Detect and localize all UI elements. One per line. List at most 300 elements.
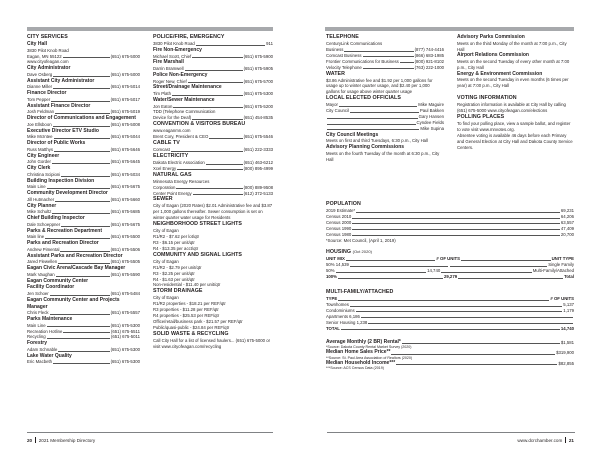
unit-mix: 100% <box>326 274 337 280</box>
entry-heading: Eagan Civic Arena/Cascade Bay Manager <box>27 265 126 272</box>
unit-count: # OF UNITS <box>436 256 461 262</box>
unit-count: 5,137 <box>563 301 574 307</box>
phone: (651) 675-5905 <box>243 66 273 71</box>
stat-value: $82,855 <box>558 360 574 366</box>
leader-dots <box>47 338 110 339</box>
unit-mix: UNIT MIX <box>326 256 345 262</box>
entry-heading: City Hall <box>27 41 48 47</box>
meeting-text: Meets on the fourth Tuesday of the month at 6:30 p.m., City Hall <box>326 150 440 162</box>
phone: (651) 675-5000 <box>110 53 140 59</box>
section-title: ELECTRICITY <box>153 152 189 159</box>
provider: CenturyLink Communications <box>326 41 383 46</box>
page-number: 20 <box>27 438 33 443</box>
entry-heading: Eagan Community Center and Projects Manager <box>27 296 120 310</box>
section-title: WATER <box>326 70 345 77</box>
leader-dots <box>441 272 531 273</box>
address: 3830 Pilot Knob Road <box>153 41 195 46</box>
role: Mayor <box>326 102 338 108</box>
footer-rule-left <box>27 432 273 433</box>
publication-title: 2021 Membership Directory <box>38 438 96 443</box>
section-title: LOCAL ELECTED OFFICIALS <box>326 95 401 102</box>
city-services-column <box>27 34 140 365</box>
text-line: R4 - $13.35 per acct/qtr <box>153 245 199 251</box>
contact-name: Roger New, Chief <box>153 78 187 84</box>
leader-dots <box>60 251 109 252</box>
housing-type: Apartments 6,186 <box>326 313 360 319</box>
leader-dots <box>327 124 416 125</box>
phone: (651) 675-5675 <box>110 221 140 227</box>
provider: Minnesota Energy Resources <box>153 178 210 184</box>
source-note: *Source: Met Council, (April 1, 2019) <box>326 237 396 243</box>
contact-name: Mike McIntee <box>27 134 53 140</box>
leader-dots <box>196 45 265 46</box>
contact-name: Chris Fleck <box>27 310 49 316</box>
website[interactable]: www.dcrchamber.com <box>517 438 563 443</box>
leader-dots <box>56 276 110 277</box>
phone: (651) 675-5505 <box>110 259 140 265</box>
leader-dots <box>51 101 109 102</box>
leader-dots <box>344 51 413 52</box>
contact-name: Mike Schultz <box>27 209 52 215</box>
contact-name: Recreation Hotline <box>27 328 63 334</box>
population-value: 64,206 <box>560 213 574 219</box>
provider: Comcast <box>153 147 170 153</box>
phone: (800) 921-8102 <box>414 58 444 64</box>
phone: (651) 675-5557 <box>110 310 140 316</box>
leader-dots <box>350 306 562 307</box>
type-header: TYPE <box>326 296 338 302</box>
contact-name: Joe Ellsboon <box>27 121 52 127</box>
leader-dots <box>193 194 243 195</box>
contact-name: Adam Schnable <box>27 346 58 352</box>
text-line: City of Eagan <box>153 295 179 301</box>
leader-dots <box>171 151 243 152</box>
contact-name: Jon Eaton <box>153 103 173 109</box>
voting-text: Registration information is available at City Hall by calling (651) 675-5000 www.cityofeagan.com/elections <box>457 102 566 114</box>
phone: (651) 675-5300 <box>110 322 140 328</box>
total-value: 14,740 <box>560 325 574 331</box>
absentee-text: Absentee voting is available 46 days before each Primary and General Election at City Hall and Dakota County Service Centers. <box>457 132 573 150</box>
statistics-section <box>326 201 574 371</box>
address: 3830 Pilot Knob Road <box>27 47 69 53</box>
leader-dots <box>338 278 443 279</box>
entry-heading: Energy & Environment Commission <box>457 70 543 77</box>
entry-heading: Water/Sewer Maintenance <box>153 96 215 103</box>
contact-name: Dale Schoeppner <box>27 221 61 227</box>
entry-heading: Parks and Recreation Director <box>27 240 99 247</box>
listing-row <box>27 359 140 365</box>
leader-dots <box>172 95 243 96</box>
website[interactable]: www.cityofeagan.com <box>27 59 69 65</box>
provider: Business <box>326 46 344 52</box>
page-number: 21 <box>568 438 574 443</box>
leader-dots <box>400 62 414 63</box>
source-note: *Source: Dakota County Rental Market Survey (2020) <box>326 345 412 350</box>
phone: (800) 889-9508 <box>243 184 273 190</box>
divider <box>565 437 566 443</box>
footer-rule-right <box>327 432 575 433</box>
section-title: POLLING PLACES <box>457 114 505 121</box>
population-label: Census 1990 <box>326 225 352 231</box>
city-state: Eagan, MN 55122 <box>27 53 62 59</box>
leader-dots <box>363 56 414 57</box>
leader-dots <box>396 364 557 365</box>
entry-heading: Advisory Parks Commission <box>457 34 525 40</box>
phone: (651) 675-5000 <box>110 71 140 77</box>
leader-dots <box>45 238 109 239</box>
official-name: Gary Hansen <box>418 114 444 120</box>
section-title: CONVENTION & VISITORS BUREAU <box>153 121 246 128</box>
leader-dots <box>55 201 109 202</box>
leader-dots <box>338 300 549 301</box>
water-text: $3.86 Administrative fee and $1.92 per 1,000 gallons for usage up to winter quarter usage, and $2.40 per 1,000 gallons for usage above winter quarter usage <box>326 77 433 95</box>
leader-dots <box>368 323 573 324</box>
leader-dots <box>391 354 555 355</box>
phone: (651) 675-5017 <box>110 96 140 102</box>
leader-dots <box>339 106 417 107</box>
meeting-text: Meets on the third Monday of the month at 7:00 p.m., City Hall <box>457 40 567 52</box>
phone: (651) 222-3333 <box>243 147 273 153</box>
phone: (651) 463-6212 <box>243 159 273 165</box>
phone: (651) 675-5590 <box>110 271 140 277</box>
provider: Corporation <box>153 184 176 190</box>
contact-name: Mark Vaughan <box>27 271 55 277</box>
provider: Comcast Business <box>326 52 362 58</box>
leader-dots <box>52 213 109 214</box>
population-value: 63,557 <box>560 219 574 225</box>
contact-name: Recycling <box>27 334 46 340</box>
text-line: Office/retail/business park - $21.57 per REF/qtr <box>153 318 243 324</box>
website[interactable]: www.eaganmn.com <box>153 128 191 134</box>
leader-dots <box>58 263 110 264</box>
contact-name: Main Line <box>27 184 46 190</box>
telephone-column <box>326 34 444 163</box>
entry-heading: Lake Water Quality <box>27 352 72 359</box>
contact-name: John Gorder <box>27 159 51 165</box>
leader-dots <box>350 112 419 113</box>
leader-dots <box>55 113 110 114</box>
leader-dots <box>53 76 109 77</box>
population-label: Census 2010 <box>326 213 352 219</box>
leader-dots <box>327 118 418 119</box>
phone: (651) 675-5200 <box>243 103 273 109</box>
section-title: NATURAL GAS <box>153 171 192 178</box>
entry-heading: Director of Public Works <box>27 140 86 147</box>
leader-dots <box>350 266 448 267</box>
unit-type: Multi-Family/Attached <box>532 268 575 274</box>
contact-name: Christina Scipioni <box>27 171 61 177</box>
divider <box>35 437 36 443</box>
housing-date: (Oct 2020) <box>352 249 373 255</box>
contact-name: Russ Matthys <box>27 146 54 152</box>
leader-dots <box>53 363 110 364</box>
leader-dots <box>206 164 243 165</box>
leader-dots <box>188 82 243 83</box>
text-line: R4 - $1.63 per unit/qtr <box>153 276 195 282</box>
footer-right <box>517 437 574 443</box>
provider: Center Point Energy <box>153 190 192 196</box>
leader-dots <box>356 311 563 312</box>
meeting-text: Meets on first and third Tuesdays, 6:30 p.m., City Hall <box>326 138 428 144</box>
section-title: CITY SERVICES <box>27 34 68 40</box>
phone: (651) 675-5660 <box>110 196 140 202</box>
leader-dots <box>327 129 419 130</box>
contact-name: Main line <box>27 234 45 240</box>
stat-label: Median Home Sales Price** <box>326 349 391 355</box>
official-name: Mike Maguire <box>418 102 444 108</box>
leader-dots <box>402 343 560 344</box>
section-title: STORM DRAINAGE <box>153 288 203 295</box>
text-line: City of Eagan <box>153 228 179 234</box>
leader-dots <box>53 88 110 89</box>
leader-dots <box>192 119 242 120</box>
header-rule-left <box>27 27 273 31</box>
contact-name: Dianne Miller <box>27 84 53 90</box>
leader-dots <box>363 68 414 69</box>
meeting-text: Meets on the second Tuesday of every other month at 7:00 p.m., City Hall <box>457 59 570 70</box>
source-note: **Source: St. Paul Area Association of Realtors (2020) <box>326 355 413 360</box>
phone: (651) 675-5646 <box>110 146 140 152</box>
section-title <box>326 248 574 256</box>
phone: (651) 675-5685 <box>110 209 140 215</box>
meeting-text: Meets on the second Tuesday in even months (6 times per year) at 7:00 p.m., City Hall <box>457 77 569 89</box>
contact-name: Dave Osberg <box>27 71 53 77</box>
phone: (651) 675-5300 <box>110 359 140 365</box>
leader-dots <box>461 260 551 261</box>
role: City Council <box>326 108 349 114</box>
entry-heading: Fire Non-Emergency <box>153 46 202 53</box>
entry-heading: Police Non-Emergency <box>153 71 208 78</box>
section-title: VOTING INFORMATION <box>457 95 517 102</box>
leader-dots <box>185 70 243 71</box>
phone: (651) 675-5675 <box>110 184 140 190</box>
entry-heading: Airport Relations Commission <box>457 52 529 59</box>
unit-count: 29,279 <box>443 274 458 280</box>
population-label: 2019 Estimate* <box>326 208 356 213</box>
stat-label: Average Monthly (2 BR) Rental* <box>326 338 401 345</box>
leader-dots <box>352 218 560 219</box>
leader-dots <box>58 351 109 352</box>
footer-left <box>27 437 95 443</box>
entry-heading: Finance Director <box>27 90 67 97</box>
section-title: POLICE/FIRE, EMERGENCY <box>153 34 225 40</box>
entry-heading: Assistant Parks and Recreation Director <box>27 252 123 259</box>
phone: (651) 675-5019 <box>110 109 140 115</box>
leader-dots <box>53 126 110 127</box>
population-value: 20,700 <box>560 231 574 237</box>
section-title: POPULATION <box>326 201 361 207</box>
leader-dots <box>47 188 110 189</box>
text-line: R1/R2 properties - $18.21 per REF/qtr <box>153 301 226 307</box>
leader-dots <box>54 138 110 139</box>
entry-heading: Parks & Recreation Department <box>27 227 103 234</box>
entry-heading: Assistant City Administrator <box>27 77 95 84</box>
source-note: ***Source: ACS Census Data (2019) <box>326 366 384 371</box>
unit-count: 14,740 <box>427 268 441 274</box>
entry-heading: Chief Building Inspector <box>27 215 85 222</box>
leader-dots <box>47 326 110 327</box>
provider: Xcel Energy <box>153 165 177 171</box>
unit-type: UNIT TYPE <box>551 256 575 262</box>
leader-dots <box>173 107 242 108</box>
leader-dots <box>352 235 560 236</box>
text-line: Public/quasi-public - $24.84 per REF/qtr <box>153 324 230 330</box>
population-label: Census 1980 <box>326 231 352 237</box>
tdd-label: TDD (Telephone Communication <box>153 109 216 115</box>
provider: Dakota Electric Association <box>153 159 205 165</box>
phone: (651) 675-5511 <box>110 328 140 334</box>
leader-dots <box>63 57 110 58</box>
stat-value: $1,581 <box>560 339 574 345</box>
contact-name: Josh Feldman <box>27 109 54 115</box>
phone: (763) 222-1000 <box>414 64 444 70</box>
leader-dots <box>50 295 110 296</box>
section-title: MULTI-FAMILY/ATTACHED <box>326 289 394 296</box>
text-line: R1/R2 - $2.79 per unit/qtr <box>153 264 202 270</box>
entry-heading: Fire Marshall <box>153 59 184 66</box>
housing-type: Condominiums <box>326 307 355 313</box>
entry-heading: Parks Maintenance <box>27 316 73 322</box>
entry-heading: City Administrator <box>27 65 71 72</box>
sewer-text: City of Eagan (2020 Rates) $2.01 Administrative fee and $3.87 per 1,000 gallons thereafter. Sewer consumption is set on winter quarter water usage for Residents <box>153 203 273 221</box>
units-header: # OF UNITS <box>550 296 574 302</box>
unit-type: Total <box>564 274 575 280</box>
phone: (612) 372-5133 <box>243 190 273 196</box>
text-line: City of Eagan <box>153 258 179 264</box>
stat-label: Median Household Income*** <box>326 359 396 366</box>
text-line: R3 - $6.15 per unit/qtr <box>153 240 195 245</box>
leader-dots <box>50 314 110 315</box>
entry-heading: Facility Coordinator <box>27 284 75 291</box>
text-line: R3 properties - $11.28 per REF/qtr <box>153 307 219 313</box>
phone: (651) 675-5500 <box>110 234 140 240</box>
leader-dots <box>356 212 560 213</box>
phone: (651) 675-5011 <box>110 334 140 340</box>
entry-heading: City Clerk <box>27 165 51 172</box>
phone: (651) 675-5300 <box>243 91 273 96</box>
official-name: Paul Bakken <box>419 108 444 114</box>
entry-heading: City Planner <box>27 202 57 209</box>
phone: 911 <box>266 41 273 46</box>
section-title: TELEPHONE <box>326 34 359 40</box>
official-name: Mike Supina <box>420 125 444 131</box>
utilities-column <box>153 34 273 350</box>
entry-heading: City Engineer <box>27 152 60 159</box>
housing-title: HOUSING <box>326 249 352 256</box>
population-value: 47,409 <box>560 225 574 231</box>
leader-dots <box>361 317 573 318</box>
housing-type: Townhomes <box>326 301 349 307</box>
entry-heading: Street/Drainage Maintenance <box>153 84 222 91</box>
commissions-column <box>457 34 574 151</box>
entry-heading: Forestry <box>27 340 48 347</box>
section-title: CABLE TV <box>153 140 180 147</box>
leader-dots <box>61 176 109 177</box>
leader-dots <box>346 260 436 261</box>
section-title: SOLID WASTE & RECYCLING <box>153 330 229 337</box>
phone: (651) 675-5034 <box>110 171 140 177</box>
polling-text: To find your polling place, view a sample ballot, and register to vote visit www.mnvotes.org. <box>457 121 571 132</box>
leader-dots <box>61 226 109 227</box>
contact-name: Eric Macbeth <box>27 359 53 365</box>
leader-dots <box>341 329 560 330</box>
contact-name: Jen Schoer <box>27 291 49 296</box>
phone: (651) 675-5546 <box>243 134 273 140</box>
unit-count: 1,179 <box>563 307 574 313</box>
phone: (800) 895-4999 <box>243 165 273 171</box>
phone: (651) 675-5700 <box>243 78 273 84</box>
phone: (651) 675-5506 <box>110 246 140 252</box>
text-line: R1/R2 - $7.62 per lot/qtr <box>153 234 200 240</box>
leader-dots <box>54 151 110 152</box>
text-line: R3 - $2.25 per unit/qtr <box>153 270 195 276</box>
contact-name: Andrew Pimental <box>27 246 60 252</box>
entry-heading: Assistant Finance Director <box>27 102 91 109</box>
stat-value: $319,900 <box>556 350 574 355</box>
leader-dots <box>52 163 110 164</box>
leader-dots <box>177 169 242 170</box>
contact-name: Tim Plath <box>153 91 171 96</box>
unit-mix: 50% <box>326 268 335 274</box>
entry-heading: Building Inspection Division <box>27 177 95 184</box>
provider: Frontier Communications for Business <box>326 58 399 64</box>
tdd-label-2: Device for the Deaf) <box>153 115 192 121</box>
phone: (651) 675-5900 <box>243 53 273 59</box>
total-label: TOTAL <box>326 325 340 331</box>
leader-dots <box>352 229 560 230</box>
contact-name: Main Line <box>27 322 46 328</box>
phone: (866) 683-1985 <box>414 52 444 58</box>
entry-heading: Executive Director ETV Studio <box>27 127 99 134</box>
text-line: Non-residential - $11.40 per unit/qtr <box>153 282 221 288</box>
header-rule-right <box>325 27 574 31</box>
contact-name: Michael Scott, Chief <box>153 53 192 59</box>
unit-type: Single Family <box>548 262 575 268</box>
text-line: R4 properties - $25.53 per REF/qtr <box>153 313 220 319</box>
population-value: 69,231 <box>560 208 574 213</box>
phone: (651) 675-5008 <box>110 121 140 127</box>
phone: (651) 675-5014 <box>110 84 140 90</box>
phone: (651) 675-5044 <box>110 134 140 140</box>
entry-heading: Community Development Director <box>27 190 108 197</box>
phone: (651) 675-5300 <box>110 346 140 352</box>
contact-name: Darrin Bramwell <box>153 66 184 71</box>
contact-name: Tom Pepper <box>27 96 51 102</box>
official-name: Cyndee Fields <box>416 119 444 125</box>
section-title: NEIGHBORHOOD STREET LIGHTS <box>153 221 242 228</box>
leader-dots <box>192 57 242 58</box>
leader-dots <box>352 223 560 224</box>
leader-dots <box>458 278 563 279</box>
leader-dots <box>176 188 242 189</box>
population-label: Census 2000 <box>326 219 352 225</box>
phone: (651) 675-5484 <box>110 291 140 296</box>
entry-heading: Eagan Community Center <box>27 277 89 284</box>
section-title: COMMUNITY AND SIGNAL LIGHTS <box>153 251 242 258</box>
unit-mix: 50% 14,539 <box>326 262 349 268</box>
phone: (651) 454-8535 <box>243 115 273 121</box>
leader-dots <box>336 272 426 273</box>
contact-name: Jill Hutmacher <box>27 196 55 202</box>
phone: (877) 744-4416 <box>414 46 444 52</box>
section-title: SEWER <box>153 196 173 203</box>
waste-text: Call City Hall for a list of licensed haulers... (651) 675-5000 or visit www.cityofeagan.com/recycling <box>153 337 271 349</box>
entry-heading: City Council Meetings <box>326 131 379 138</box>
provider: Velocity Telephone <box>326 64 362 70</box>
contact-name: Brent Cory, President & CEO <box>153 134 209 140</box>
contact-name: Jared Flewellen <box>27 259 58 265</box>
leader-dots <box>450 266 548 267</box>
